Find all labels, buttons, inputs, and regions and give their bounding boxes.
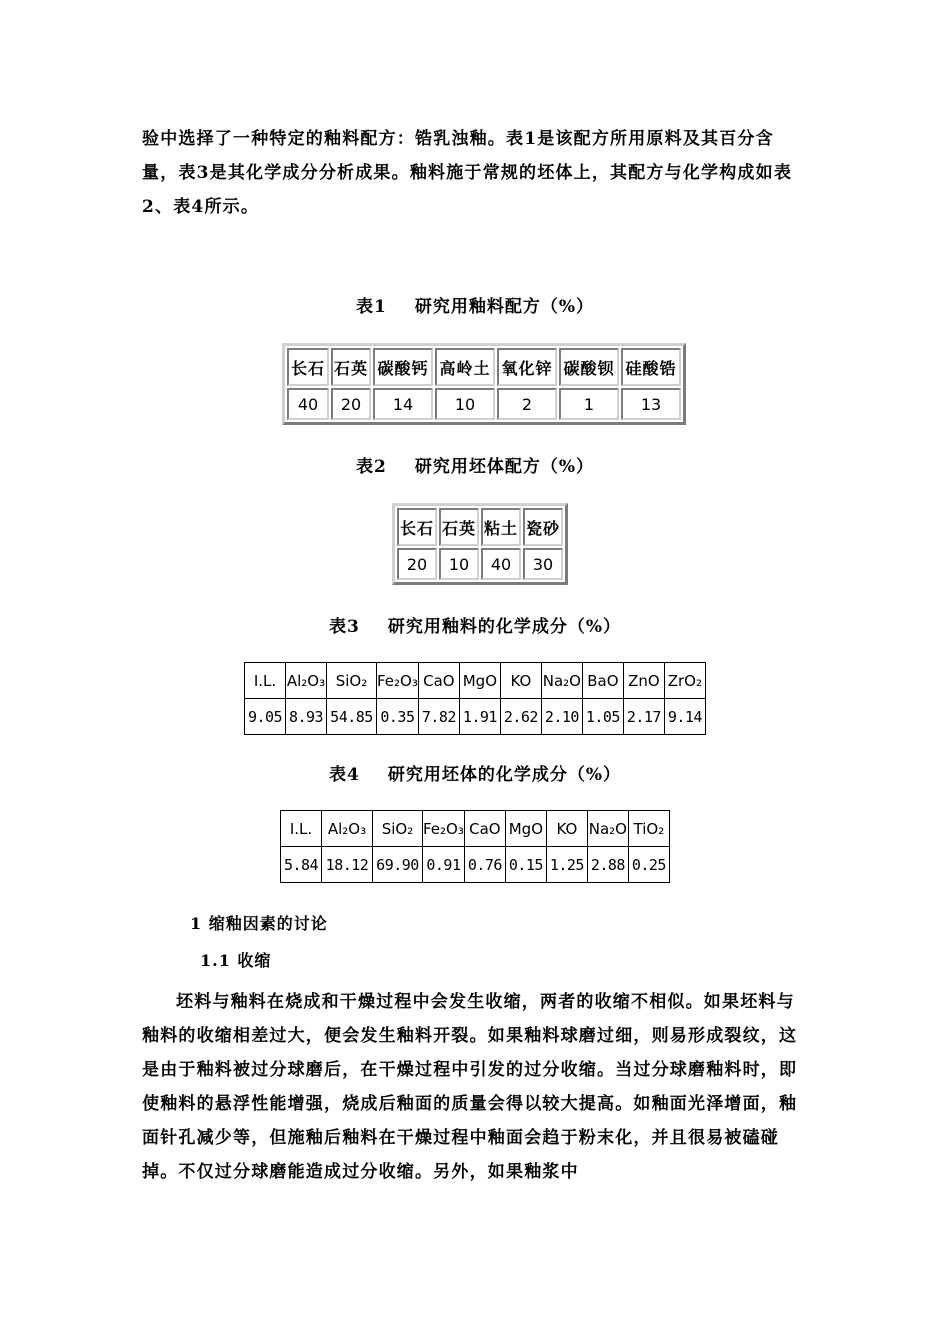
table3-header-cell: KO [500,663,541,699]
table3-value-cell: 54.85 [327,699,377,735]
table3-value-cell: 9.14 [664,699,705,735]
table2-header-cell: 石英 [439,508,479,546]
table4-value-cell: 0.91 [423,847,465,883]
table1-caption-text: 研究用釉料配方（%） [414,297,594,317]
table1-value-cell: 14 [373,388,433,420]
table4-header-cell: Na₂O [587,811,628,847]
table3-header-cell: Al₂O₃ [286,663,327,699]
table3-value-cell: 2.17 [623,699,664,735]
table2-caption [0,452,950,477]
table2-value-cell: 30 [523,548,563,580]
table4-caption-text: 研究用坯体的化学成分（%） [387,765,621,785]
table4-header-cell: CaO [464,811,505,847]
table3-value-cell: 7.82 [418,699,459,735]
table3-header-cell: ZnO [623,663,664,699]
table3-value-cell: 1.05 [582,699,623,735]
table1-value-cell: 1 [559,388,619,420]
table4-header-cell: Al₂O₃ [322,811,373,847]
table3-caption-text: 研究用釉料的化学成分（%） [387,617,621,637]
table3-glaze-chemistry [244,662,706,735]
table3-value-cell: 0.35 [377,699,419,735]
table4-value-cell: 1.25 [546,847,587,883]
table3-header-cell: ZrO₂ [664,663,705,699]
table3-header-cell: BaO [582,663,623,699]
intro-paragraph: 验中选择了一种特定的釉料配方：锆乳浊釉。表1是该配方所用原料及其百分含量，表3是其化学成分分析成果。釉料施于常规的坯体上，其配方与化学构成如表2、表4所示。 [142,129,793,217]
table4-value-cell: 18.12 [322,847,373,883]
table4-value-cell: 2.88 [587,847,628,883]
table1-header-cell: 石英 [331,348,371,386]
table1-value-cell: 13 [621,388,681,420]
table3-value-cell: 9.05 [245,699,286,735]
table4-header-cell: TiO₂ [628,811,669,847]
table1-header-cell: 高岭土 [435,348,495,386]
table2-body-recipe [392,503,568,585]
table4-value-cell: 5.84 [281,847,322,883]
table4-caption [0,760,950,785]
table4-header-cell: SiO₂ [373,811,423,847]
table2-header-cell: 粘土 [481,508,521,546]
table3-value-cell: 1.91 [459,699,500,735]
shrinkage-paragraph: 坯料与釉料在烧成和干燥过程中会发生收缩，两者的收缩不相似。如果坯料与釉料的收缩相差过大，便会发生釉料开裂。如果釉料球磨过细，则易形成裂纹，这是由于釉料被过分球磨后，在干燥过程中引发的过分收缩。当过分球磨釉料时，即使釉料的悬浮性能增强，烧成后釉面的质量会得以较大提高。如釉面光泽增面，釉面针孔减少等，但施釉后釉料在干燥过程中釉面会趋于粉末化，并且很易被磕碰掉。不仅过分球磨能造成过分收缩。另外，如果釉浆中 [142,992,798,1182]
table1-header-cell: 长石 [287,348,329,386]
table3-header-cell: MgO [459,663,500,699]
table1-value-cell: 40 [287,388,329,420]
table3-caption-number: 表3 [329,617,360,637]
table3-header-cell: CaO [418,663,459,699]
table1-value-cell: 2 [497,388,557,420]
table2-header-cell: 瓷砂 [523,508,563,546]
table4-value-cell: 69.90 [373,847,423,883]
table3-header-cell: I.L. [245,663,286,699]
table2-value-cell: 40 [481,548,521,580]
table4-header-cell: Fe₂O₃ [423,811,465,847]
table2-header-cell: 长石 [397,508,437,546]
table2-caption-text: 研究用坯体配方（%） [414,457,594,477]
table1-value-cell: 10 [435,388,495,420]
table1-caption [0,292,950,317]
table4-value-cell: 0.76 [464,847,505,883]
table3-value-cell: 2.62 [500,699,541,735]
table1-value-cell: 20 [331,388,371,420]
table1-header-cell: 碳酸钙 [373,348,433,386]
table4-value-cell: 0.25 [628,847,669,883]
table2-value-cell: 10 [439,548,479,580]
table2-caption-number: 表2 [356,457,387,477]
table4-header-cell: KO [546,811,587,847]
table4-caption-number: 表4 [329,765,360,785]
table2-value-cell: 20 [397,548,437,580]
table1-glaze-recipe [282,343,686,425]
table1-header-cell: 氧化锌 [497,348,557,386]
table1-header-cell: 硅酸锆 [621,348,681,386]
table4-body-chemistry [280,810,670,883]
table3-header-cell: Na₂O [541,663,582,699]
table4-header-cell: MgO [505,811,546,847]
section-heading-1: 1 缩釉因素的讨论 [190,914,328,933]
section-heading-1-1: 1.1 收缩 [200,951,272,970]
table3-header-cell: SiO₂ [327,663,377,699]
table3-value-cell: 2.10 [541,699,582,735]
table1-caption-number: 表1 [356,297,387,317]
table3-value-cell: 8.93 [286,699,327,735]
table4-value-cell: 0.15 [505,847,546,883]
table4-header-cell: I.L. [281,811,322,847]
table3-header-cell: Fe₂O₃ [377,663,419,699]
table1-header-cell: 碳酸钡 [559,348,619,386]
table3-caption [0,612,950,637]
